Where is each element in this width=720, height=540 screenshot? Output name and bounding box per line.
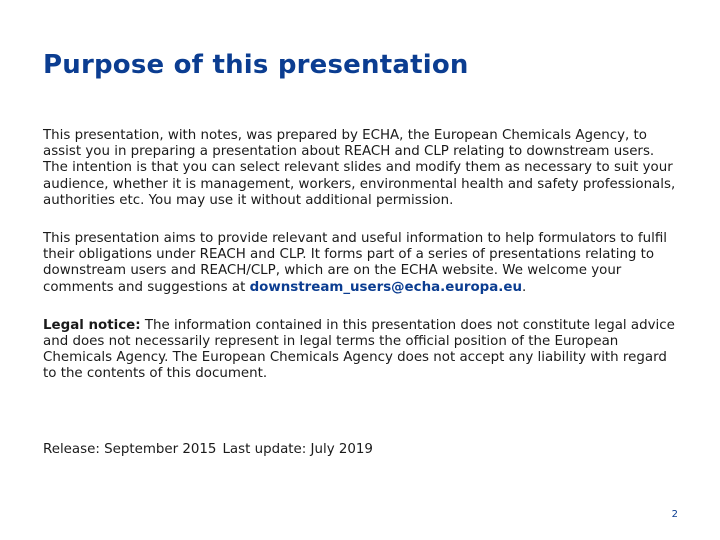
- legal-notice-text: The information contained in this presentation does not constitute legal advice and does not necessarily represent in legal terms the official position of the European Chemicals Agency. The European Chemicals Agency does not accept any liability with regard to the contents of this document.: [43, 317, 675, 382]
- page-number: 2: [671, 509, 678, 520]
- slide-title: Purpose of this presentation: [43, 50, 469, 80]
- aims-end: .: [521, 279, 527, 295]
- aims-paragraph: [43, 231, 683, 296]
- contact-email-link[interactable]: downstream_users@echa.europa.eu: [249, 279, 522, 295]
- slide-body: [43, 128, 683, 383]
- legal-notice-paragraph: [43, 318, 683, 383]
- release-date: Release: September 2015: [43, 442, 217, 457]
- last-update-date: Last update: July 2019: [222, 442, 373, 457]
- intro-paragraph: This presentation, with notes, was prepared by ECHA, the European Chemicals Agency, to assist you in preparing a presentation about REACH and CLP relating to downstream users. The intention is that you can select relevant slides and modify them as necessary to suit your audience, whether it is management, workers, environmental health and safety professionals, authorities etc. You may use it without additional permission.: [43, 128, 676, 208]
- legal-notice-label: Legal notice:: [43, 317, 141, 333]
- release-info: [43, 442, 373, 458]
- aims-text: This presentation aims to provide relevant and useful information to help formulators to fulfil their obligations under REACH and CLP. It forms part of a series of presentations relating to downstream users and REACH/CLP, which are on the ECHA website. We welcome your comments and suggestions at: [43, 231, 667, 295]
